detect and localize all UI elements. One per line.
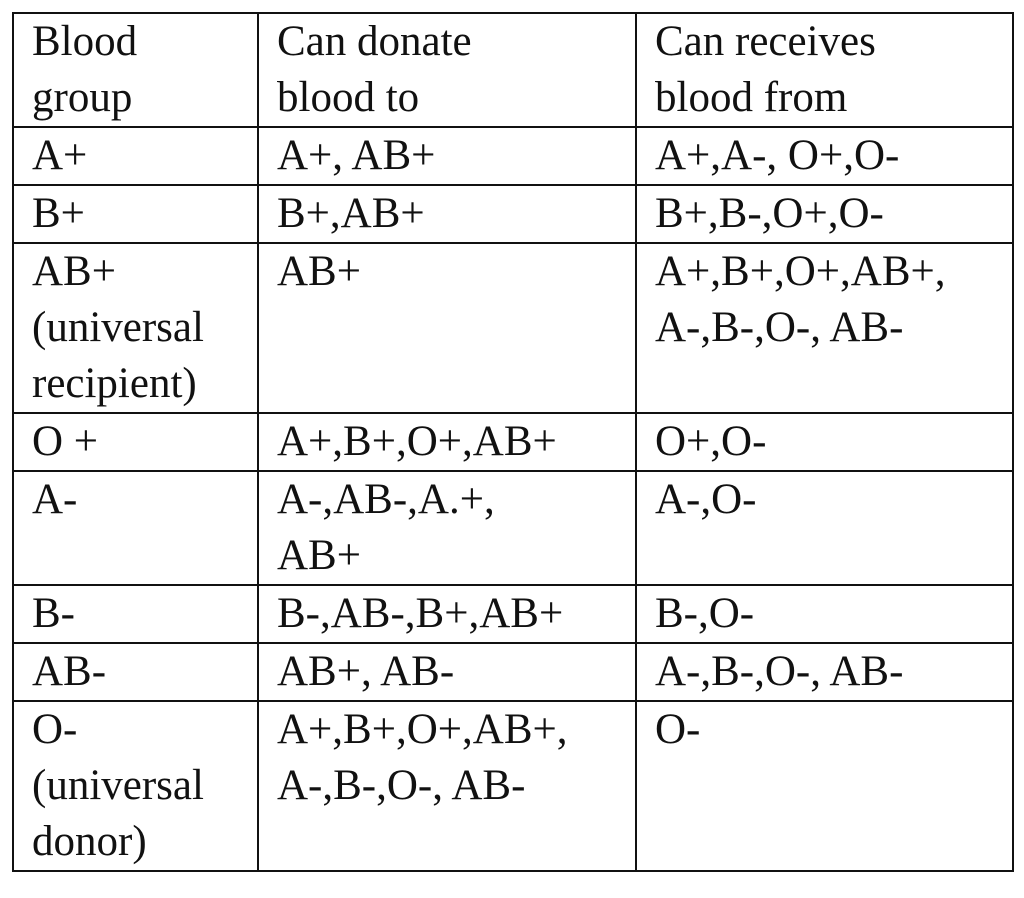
table-row bbox=[13, 471, 1013, 585]
blood-group-cell: O + bbox=[13, 413, 258, 471]
table-row bbox=[13, 701, 1013, 871]
receive-from-cell: O+,O- bbox=[636, 413, 1013, 471]
receive-from-cell: B-,O- bbox=[636, 585, 1013, 643]
donate-to-cell: A+,B+,O+,AB+, A-,B-,O-, AB- bbox=[258, 701, 636, 871]
table-row bbox=[13, 185, 1013, 243]
receive-from-cell: A-,O- bbox=[636, 471, 1013, 585]
blood-group-cell: A- bbox=[13, 471, 258, 585]
blood-group-cell: A+ bbox=[13, 127, 258, 185]
blood-group-cell: B- bbox=[13, 585, 258, 643]
receive-from-cell: A+,A-, O+,O- bbox=[636, 127, 1013, 185]
header-can-receive: Can receives blood from bbox=[636, 13, 1013, 127]
table-row bbox=[13, 643, 1013, 701]
receive-from-cell: O- bbox=[636, 701, 1013, 871]
receive-from-cell: A+,B+,O+,AB+, A-,B-,O-, AB- bbox=[636, 243, 1013, 413]
donate-to-cell: AB+, AB- bbox=[258, 643, 636, 701]
blood-group-cell: AB- bbox=[13, 643, 258, 701]
blood-group-cell: O- (universal donor) bbox=[13, 701, 258, 871]
blood-group-cell: B+ bbox=[13, 185, 258, 243]
donate-to-cell: A-,AB-,A.+, AB+ bbox=[258, 471, 636, 585]
header-can-donate: Can donate blood to bbox=[258, 13, 636, 127]
table-row bbox=[13, 243, 1013, 413]
table-row bbox=[13, 127, 1013, 185]
donate-to-cell: B-,AB-,B+,AB+ bbox=[258, 585, 636, 643]
header-row bbox=[13, 13, 1013, 127]
donate-to-cell: A+,B+,O+,AB+ bbox=[258, 413, 636, 471]
table-row bbox=[13, 585, 1013, 643]
blood-compatibility-table bbox=[12, 12, 1014, 872]
donate-to-cell: B+,AB+ bbox=[258, 185, 636, 243]
blood-group-cell: AB+ (universal recipient) bbox=[13, 243, 258, 413]
donate-to-cell: A+, AB+ bbox=[258, 127, 636, 185]
donate-to-cell: AB+ bbox=[258, 243, 636, 413]
receive-from-cell: B+,B-,O+,O- bbox=[636, 185, 1013, 243]
table-row bbox=[13, 413, 1013, 471]
receive-from-cell: A-,B-,O-, AB- bbox=[636, 643, 1013, 701]
header-blood-group: Blood group bbox=[13, 13, 258, 127]
